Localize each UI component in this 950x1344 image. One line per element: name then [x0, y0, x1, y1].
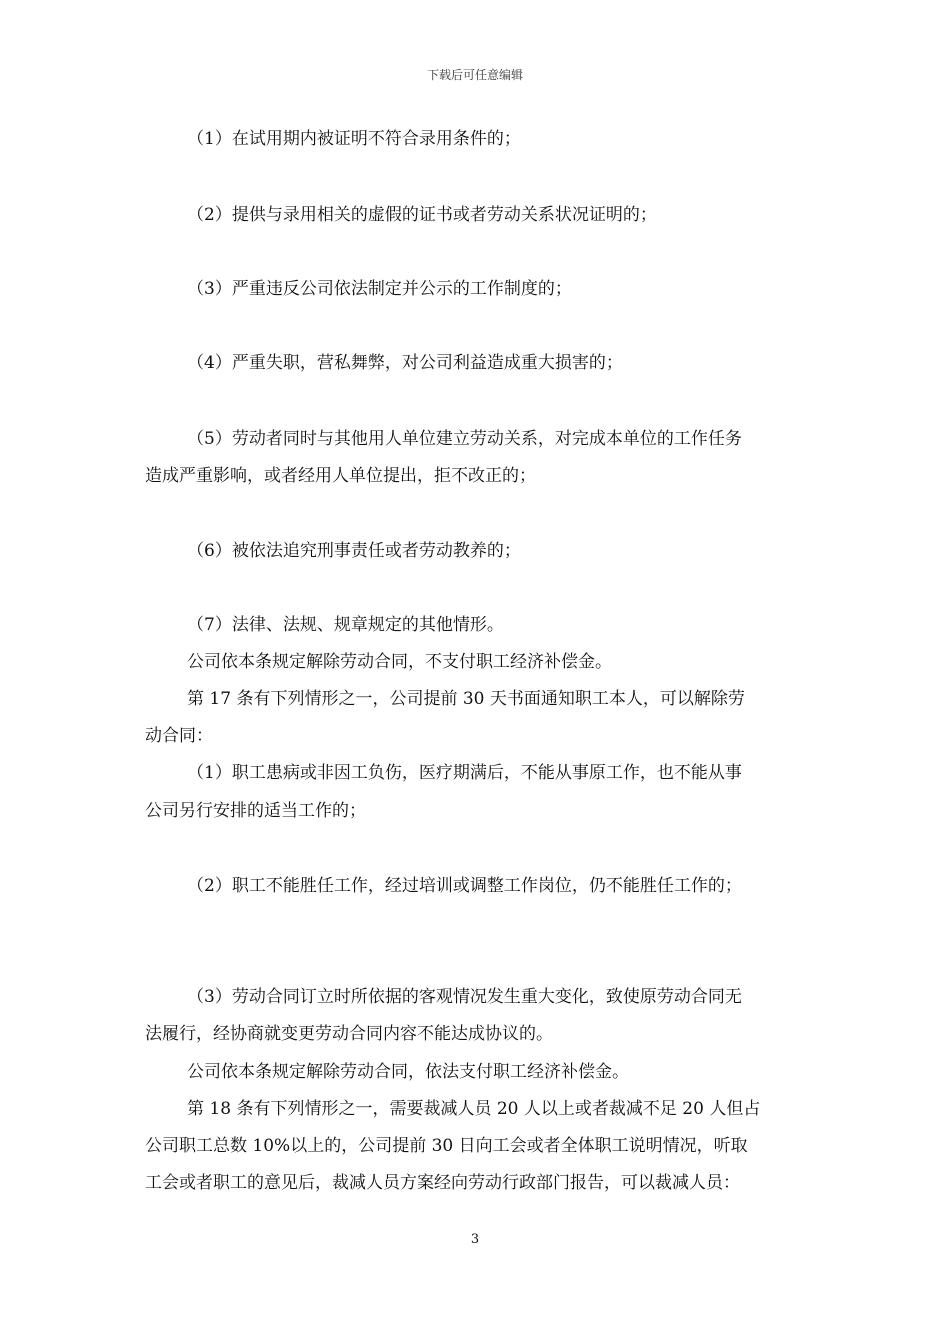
clause-line: （2）职工不能胜任工作，经过培训或调整工作岗位，仍不能胜任工作的；: [187, 876, 742, 896]
clause-line: 法履行，经协商就变更劳动合同内容不能达成协议的。: [145, 1024, 553, 1044]
clause-line: （7）法律、法规、规章规定的其他情形。: [187, 615, 504, 635]
paragraph-line: 公司依本条规定解除劳动合同，不支付职工经济补偿金。: [187, 652, 612, 672]
clause-line: （1）在试用期内被证明不符合录用条件的；: [187, 129, 521, 149]
article-line: 第 17 条有下列情形之一，公司提前 30 天书面通知职工本人，可以解除劳: [187, 689, 745, 709]
paragraph-line: 公司依本条规定解除劳动合同，依法支付职工经济补偿金。: [187, 1062, 629, 1082]
clause-line: （5）劳动者同时与其他用人单位建立劳动关系，对完成本单位的工作任务: [187, 429, 742, 449]
article-line: 第 18 条有下列情形之一，需要裁减人员 20 人以上或者裁减不足 20 人但占: [187, 1099, 761, 1119]
clause-line: （6）被依法追究刑事责任或者劳动教养的；: [187, 541, 521, 561]
article-line: 动合同：: [145, 726, 213, 746]
clause-line: （3）劳动合同订立时所依据的客观情况发生重大变化，致使原劳动合同无: [187, 987, 742, 1007]
clause-line: （4）严重失职，营私舞弊，对公司利益造成重大损害的；: [187, 353, 623, 373]
clause-line: （1）职工患病或非因工负伤，医疗期满后，不能从事原工作，也不能从事: [187, 763, 742, 783]
clause-line: 造成严重影响，或者经用人单位提出，拒不改正的；: [145, 466, 536, 486]
clause-line: （3）严重违反公司依法制定并公示的工作制度的；: [187, 279, 572, 299]
article-line: 工会或者职工的意见后，裁减人员方案经向劳动行政部门报告，可以裁减人员：: [145, 1173, 740, 1193]
clause-line: 公司另行安排的适当工作的；: [145, 801, 366, 821]
clause-line: （2）提供与录用相关的虚假的证书或者劳动关系状况证明的；: [187, 205, 657, 225]
page-header: 下载后可任意编辑: [426, 68, 523, 82]
page-number: 3: [470, 1232, 480, 1247]
article-line: 公司职工总数 10%以上的，公司提前 30 日向工会或者全体职工说明情况，听取: [145, 1136, 748, 1156]
